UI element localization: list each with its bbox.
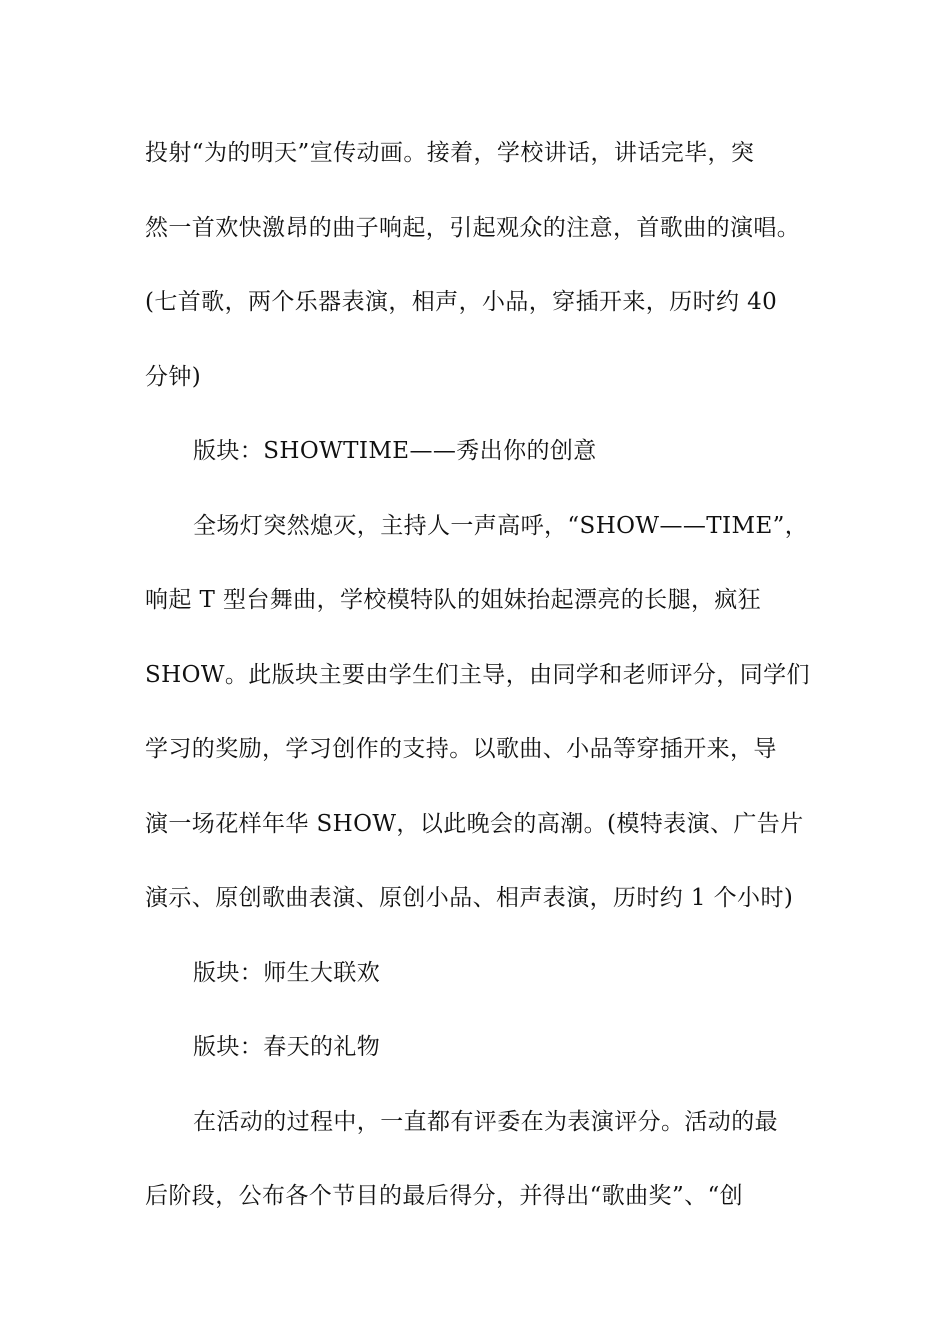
body-line-9: 学习的奖励，学习创作的支持。以歌曲、小品等穿插开来，导	[145, 736, 777, 762]
body-line-7: 响起 T 型台舞曲，学校模特队的姐妹抬起漂亮的长腿，疯狂	[145, 587, 762, 613]
section-heading-spring-gift: 版块：春天的礼物	[193, 1034, 381, 1060]
body-line-11: 演示、原创歌曲表演、原创小品、相声表演，历时约 1 个小时)	[145, 885, 794, 911]
body-line-1: 投射“为的明天”宣传动画。接着，学校讲话，讲话完毕，突	[145, 140, 755, 166]
body-line-4: 分钟)	[145, 363, 202, 390]
section-heading-teacher-student: 版块：师生大联欢	[193, 959, 381, 986]
section-heading-showtime: 版块：SHOWTIME——秀出你的创意	[193, 438, 597, 464]
body-line-14: 在活动的过程中，一直都有评委在为表演评分。活动的最	[193, 1108, 778, 1135]
document-body	[145, 130, 825, 1248]
body-line-6: 全场灯突然熄灭，主持人一声高呼，“SHOW——TIME”，	[193, 512, 809, 539]
body-line-15: 后阶段，公布各个节目的最后得分，并得出“歌曲奖”、“创	[145, 1183, 744, 1209]
body-line-2: 然一首欢快激昂的曲子响起，引起观众的注意，首歌曲的演唱。	[145, 214, 801, 241]
body-line-8: SHOW。此版块主要由学生们主导，由同学和老师评分，同学们	[145, 661, 810, 688]
body-line-3: (七首歌，两个乐器表演，相声，小品，穿插开来，历时约 40	[145, 289, 778, 315]
body-line-10: 演一场花样年华 SHOW，以此晚会的高潮。(模特表演、广告片	[145, 810, 804, 837]
